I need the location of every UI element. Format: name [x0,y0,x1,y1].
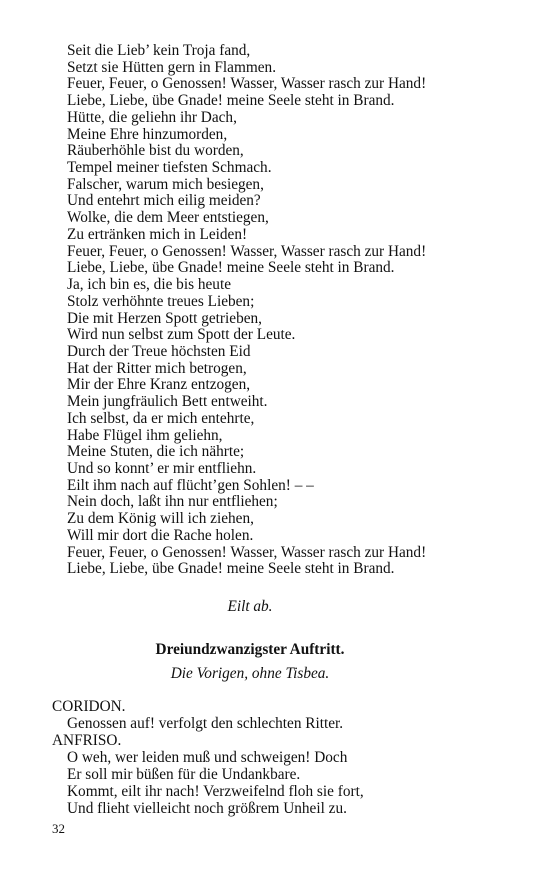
verse-line: Zu ertränken mich in Leiden! [67,225,248,243]
verse-line: Liebe, Liebe, übe Gnade! meine Seele steht in Brand. [67,560,395,578]
verse-line: Wird nun selbst zum Spott der Leute. [67,326,296,344]
verse-line: Ja, ich bin es, die bis heute [67,276,231,294]
speech-line: Er soll mir büßen für die Undankbare. [67,766,301,783]
verse-line: Feuer, Feuer, o Genossen! Wasser, Wasser rasch zur Hand! [67,75,427,93]
verse-line: Und so konnt’ er mir entfliehn. [67,460,257,477]
verse-line: Hütte, die geliehn ihr Dach, [67,108,237,126]
verse-line: Durch der Treue höchsten Eid [67,342,251,360]
verse-line: Will mir dort die Rache holen. [67,526,254,544]
verse-line: Liebe, Liebe, übe Gnade! meine Seele steht in Brand. [67,259,395,277]
speaker-coridon: CORIDON. [52,698,126,715]
verse-line: Mein jungfräulich Bett entweiht. [67,393,268,411]
stage-direction-exit: Eilt ab. [227,598,273,615]
verse-line: Ich selbst, da er mich entehrte, [67,409,255,427]
scene-cast: Die Vorigen, ohne Tisbea. [170,665,330,682]
verse-line: Nein doch, laßt ihn nur entfliehen; [67,493,278,511]
verse-line: Falscher, warum mich besiegen, [67,175,264,193]
verse-line: Tempel meiner tiefsten Schmach. [67,159,272,177]
verse-line: Seit die Lieb’ kein Troja fand, [67,42,251,59]
speech-line: Genossen auf! verfolgt den schlechten Ritter. [67,715,344,732]
verse-line: Mir der Ehre Kranz entzogen, [67,376,251,394]
page-number: 32 [52,821,65,836]
verse-line: Liebe, Liebe, übe Gnade! meine Seele steht in Brand. [67,92,395,110]
speech-line: O weh, wer leiden muß und schweigen! Doch [67,749,348,766]
verse-line: Habe Flügel ihm geliehn, [67,426,223,444]
speech-line: Kommt, eilt ihr nach! Verzweifelnd floh sie fort, [67,783,364,800]
verse-line: Feuer, Feuer, o Genossen! Wasser, Wasser rasch zur Hand! [67,543,427,561]
verse-line: Und entehrt mich eilig meiden? [67,192,261,210]
verse-line: Zu dem König will ich ziehen, [67,510,254,528]
verse-line: Feuer, Feuer, o Genossen! Wasser, Wasser rasch zur Hand! [67,242,427,260]
verse-line: Eilt ihm nach auf flücht’gen Sohlen! – – [67,476,314,494]
scene-heading: Dreiundzwanzigster Auftritt. [155,641,345,658]
verse-line: Meine Ehre hinzumorden, [67,125,228,143]
speaker-anfriso: ANFRISO. [52,732,122,749]
verse-line: Setzt sie Hütten gern in Flammen. [67,58,277,76]
verse-line: Die mit Herzen Spott getrieben, [67,309,262,327]
verse-line: Meine Stuten, die ich nährte; [67,443,245,461]
verse-line: Wolke, die dem Meer entstiegen, [67,209,269,227]
verse-line: Räuberhöhle bist du worden, [67,142,244,160]
verse-line: Hat der Ritter mich betrogen, [67,359,247,377]
verse-line: Stolz verhöhnte treues Lieben; [67,292,255,310]
speech-line: Und flieht vielleicht noch größrem Unheil zu. [67,800,347,817]
